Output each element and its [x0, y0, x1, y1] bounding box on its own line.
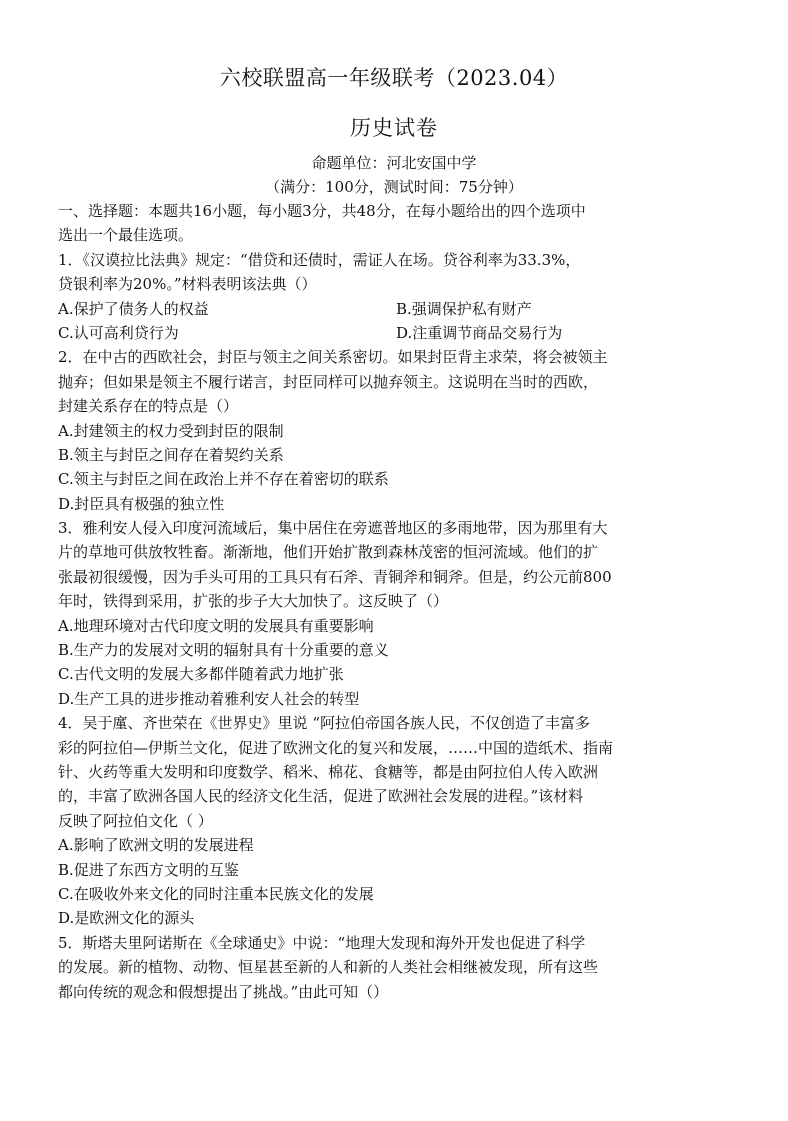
option-row [58, 321, 738, 345]
question-stem-line: 张最初很缓慢，因为手头可用的工具只有石斧、青铜斧和铜斧。但是，约公元前800 [58, 567, 612, 586]
option-a: A.封建领主的权力受到封臣的限制 [58, 421, 284, 440]
question-stem-line: 5．斯塔夫里阿诺斯在《全球通史》中说：“地理大发现和海外开发也促进了科学 [58, 933, 586, 952]
exam-title: 六校联盟高一年级联考（2023.04） [219, 66, 569, 90]
option-d: D.封臣具有极强的独立性 [58, 494, 225, 513]
exam-content [58, 199, 738, 1004]
question-3 [58, 516, 738, 711]
option-b: B.生产力的发展对文明的辐射具有十分重要的意义 [58, 641, 389, 660]
option-c: C.领主与封臣之间在政治上并不存在着密切的联系 [58, 470, 389, 489]
question-stem-line: 都向传统的观念和假想提出了挑战。”由此可知（） [58, 982, 389, 1001]
question-stem-line: 4．吴于廑、齐世荣在《世界史》里说 “阿拉伯帝国各族人民，不仅创造了丰富多 [58, 714, 590, 733]
question-stem-line: 2．在中古的西欧社会，封臣与领主之间关系密切。如果封臣背主求荣，将会被领主 [58, 348, 608, 367]
question-4 [58, 711, 738, 931]
exam-unit: 命题单位：河北安国中学 [311, 154, 477, 172]
option-d: D.生产工具的进步推动着雅利安人社会的转型 [58, 689, 360, 708]
option-d: D.注重调节商品交易行为 [396, 323, 563, 342]
option-b: B.强调保护私有财产 [396, 299, 532, 318]
question-stem-line: 片的草地可供放牧牲畜。渐渐地，他们开始扩散到森林茂密的恒河流域。他们的扩 [58, 543, 599, 562]
exam-subject: 历史试卷 [350, 116, 438, 140]
option-b: B.促进了东西方文明的互鉴 [58, 860, 239, 879]
option-c: C.认可高利贷行为 [58, 323, 179, 342]
question-2 [58, 345, 738, 516]
option-c: C.古代文明的发展大多都伴随着武力地扩张 [58, 665, 344, 684]
option-a: A.保护了债务人的权益 [58, 299, 209, 318]
section-heading-line: 一、选择题：本题共16小题，每小题3分，共48分，在每小题给出的四个选项中 [58, 202, 586, 220]
question-stem-line: 的发展。新的植物、动物、恒星甚至新的人和新的人类社会相继被发现，所有这些 [58, 958, 599, 977]
question-stem-line: 年时，铁得到采用，扩张的步子大大加快了。这反映了（） [58, 592, 449, 611]
question-stem-line: 1．《汉谟拉比法典》规定：“借贷和还债时，需证人在场。贷谷利率为33.3%， [58, 250, 581, 269]
exam-score-time: （满分：100分，测试时间：75分钟） [265, 178, 523, 196]
question-stem-line: 彩的阿拉伯—伊斯兰文化，促进了欧洲文化的复兴和发展，……中国的造纸术、指南 [58, 738, 614, 757]
question-stem-line: 3．雅利安人侵入印度河流域后，集中居住在旁遮普地区的多雨地带，因为那里有大 [58, 519, 608, 538]
question-1 [58, 248, 738, 346]
question-5 [58, 931, 738, 1004]
question-stem-line: 贷银利率为20%。”材料表明该法典（） [58, 275, 317, 294]
option-d: D.是欧洲文化的源头 [58, 909, 195, 928]
option-row [58, 297, 738, 321]
question-stem-line: 封建关系存在的特点是（） [58, 397, 239, 416]
section-heading-line: 选出一个最佳选项。 [58, 226, 194, 245]
option-a: A.地理环境对古代印度文明的发展具有重要影响 [58, 616, 374, 635]
question-stem-line: 针、火药等重大发明和印度数学、稻米、棉花、食糖等，都是由阿拉伯人传入欧洲 [58, 762, 599, 781]
option-a: A.影响了欧洲文明的发展进程 [58, 836, 254, 855]
question-stem-line: 反映了阿拉伯文化（ ） [58, 811, 213, 830]
option-c: C.在吸收外来文化的同时注重本民族文化的发展 [58, 884, 374, 903]
option-b: B.领主与封臣之间存在着契约关系 [58, 445, 284, 464]
question-stem-line: 的，丰富了欧洲各国人民的经济文化生活，促进了欧洲社会发展的进程。”该材料 [58, 787, 584, 806]
question-stem-line: 抛弃；但如果是领主不履行诺言，封臣同样可以抛弃领主。这说明在当时的西欧， [58, 372, 599, 391]
